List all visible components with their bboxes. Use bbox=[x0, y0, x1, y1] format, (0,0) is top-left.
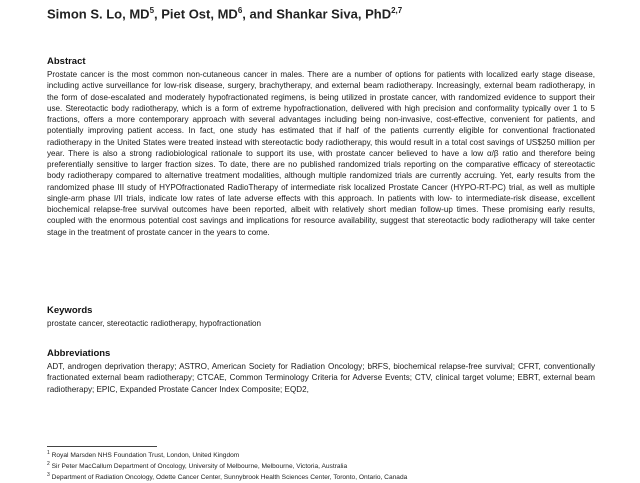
author-name: , and Shankar Siva, PhD bbox=[242, 6, 392, 22]
keywords-section bbox=[47, 305, 595, 329]
author-affiliation-marker: 6 bbox=[237, 6, 243, 15]
footnote-divider bbox=[47, 446, 157, 447]
footnote-text: Sir Peter MacCallum Department of Oncology, University of Melbourne, Melbourne, Victoria, Australia bbox=[51, 463, 348, 471]
footnote-number: 3 bbox=[47, 472, 50, 479]
footnote-number: 1 bbox=[47, 450, 50, 456]
author-affiliation-marker: 2,7 bbox=[391, 6, 403, 15]
abstract-section bbox=[47, 56, 595, 238]
abbreviations-section bbox=[47, 348, 595, 395]
abbreviations-body: ADT, androgen deprivation therapy; ASTRO, American Society for Radiation Oncology; bRFS, biochemical relapse-free survival; CFRT, conventionally fractionated external beam radiotherapy; CTCAE, Common Terminology Criteria for Adverse Events; CTV, clinical target volume; EBRT, external beam radiotherapy; EPIC, Expanded Prostate Cancer Index Composite; EQD2, bbox=[47, 362, 595, 394]
footnote-number: 2 bbox=[47, 461, 50, 468]
footnote bbox=[47, 460, 607, 471]
keywords-heading: Keywords bbox=[47, 305, 93, 316]
footnote bbox=[47, 449, 607, 460]
abbreviations-heading: Abbreviations bbox=[47, 348, 111, 359]
abstract-heading: Abstract bbox=[47, 56, 86, 67]
author-line bbox=[47, 3, 402, 22]
affiliation-footnotes bbox=[47, 449, 607, 483]
author-affiliation-marker: 5 bbox=[149, 6, 155, 15]
footnote-text: Royal Marsden NHS Foundation Trust, London, United Kingdom bbox=[51, 452, 240, 460]
author-name: , Piet Ost, MD bbox=[154, 6, 238, 22]
abstract-body: Prostate cancer is the most common non-cutaneous cancer in males. There are a number of options for patients with localized early stage disease, including active surveillance for low-risk disease, surgery, brachytherapy, and external beam radiotherapy. Increasingly, external beam radiotherapy, in the form of dose-escalated and moderately hypofractionated regimens, is being utilized in prostate cancer, with randomized evidence to support their use. Stereotactic body radiotherapy, which is a form of extreme hypofractionation, delivered with high precision and conformality typically over 1 to 5 fractions, offers a more contemporary approach with several advantages including being non-invasive, cost-effective, convenient for patients, and potentially improving patient access. In fact, one study has estimated that if half of the patients currently eligible for conventional fractionated radiotherapy in the United States were treated instead with stereotactic body radiotherapy, this would result in a total cost savings of US$250 million per year. There is also a strong radiobiological rationale to support its use, with prostate cancer believed to have a low α/β ratio and therefore being preferentially sensitive to larger fraction sizes. To date, there are no published randomized trials reporting on the comparative efficacy of stereotactic body radiotherapy compared to alternative treatment modalities, although multiple randomized trials are currently accruing. Yet, early results from the randomized phase III study of HYPOfractionated RadioTherapy of intermediate risk localized Prostate Cancer (HYPO-RT-PC) trial, as well as multiple single-arm phase I/II trials, indicate low rates of late adverse effects with this approach. In patients with low- to intermediate-risk disease, excellent biochemical relapse-free survival outcomes have been reported, albeit with relatively short median follow-up times. These promising early results, coupled with the enormous potential cost savings and implications for resource availability, suggest that stereotactic body radiotherapy will take center stage in the treatment of prostate cancer in the years to come. bbox=[47, 70, 595, 237]
footnote-text: Department of Radiation Oncology, Odette Cancer Center, Sunnybrook Health Sciences Center, Toronto, Ontario, Canada bbox=[51, 474, 408, 482]
footnote bbox=[47, 471, 607, 482]
author-name: Simon S. Lo, MD bbox=[47, 6, 150, 22]
keywords-body: prostate cancer, stereotactic radiotherapy, hypofractionation bbox=[47, 319, 262, 328]
